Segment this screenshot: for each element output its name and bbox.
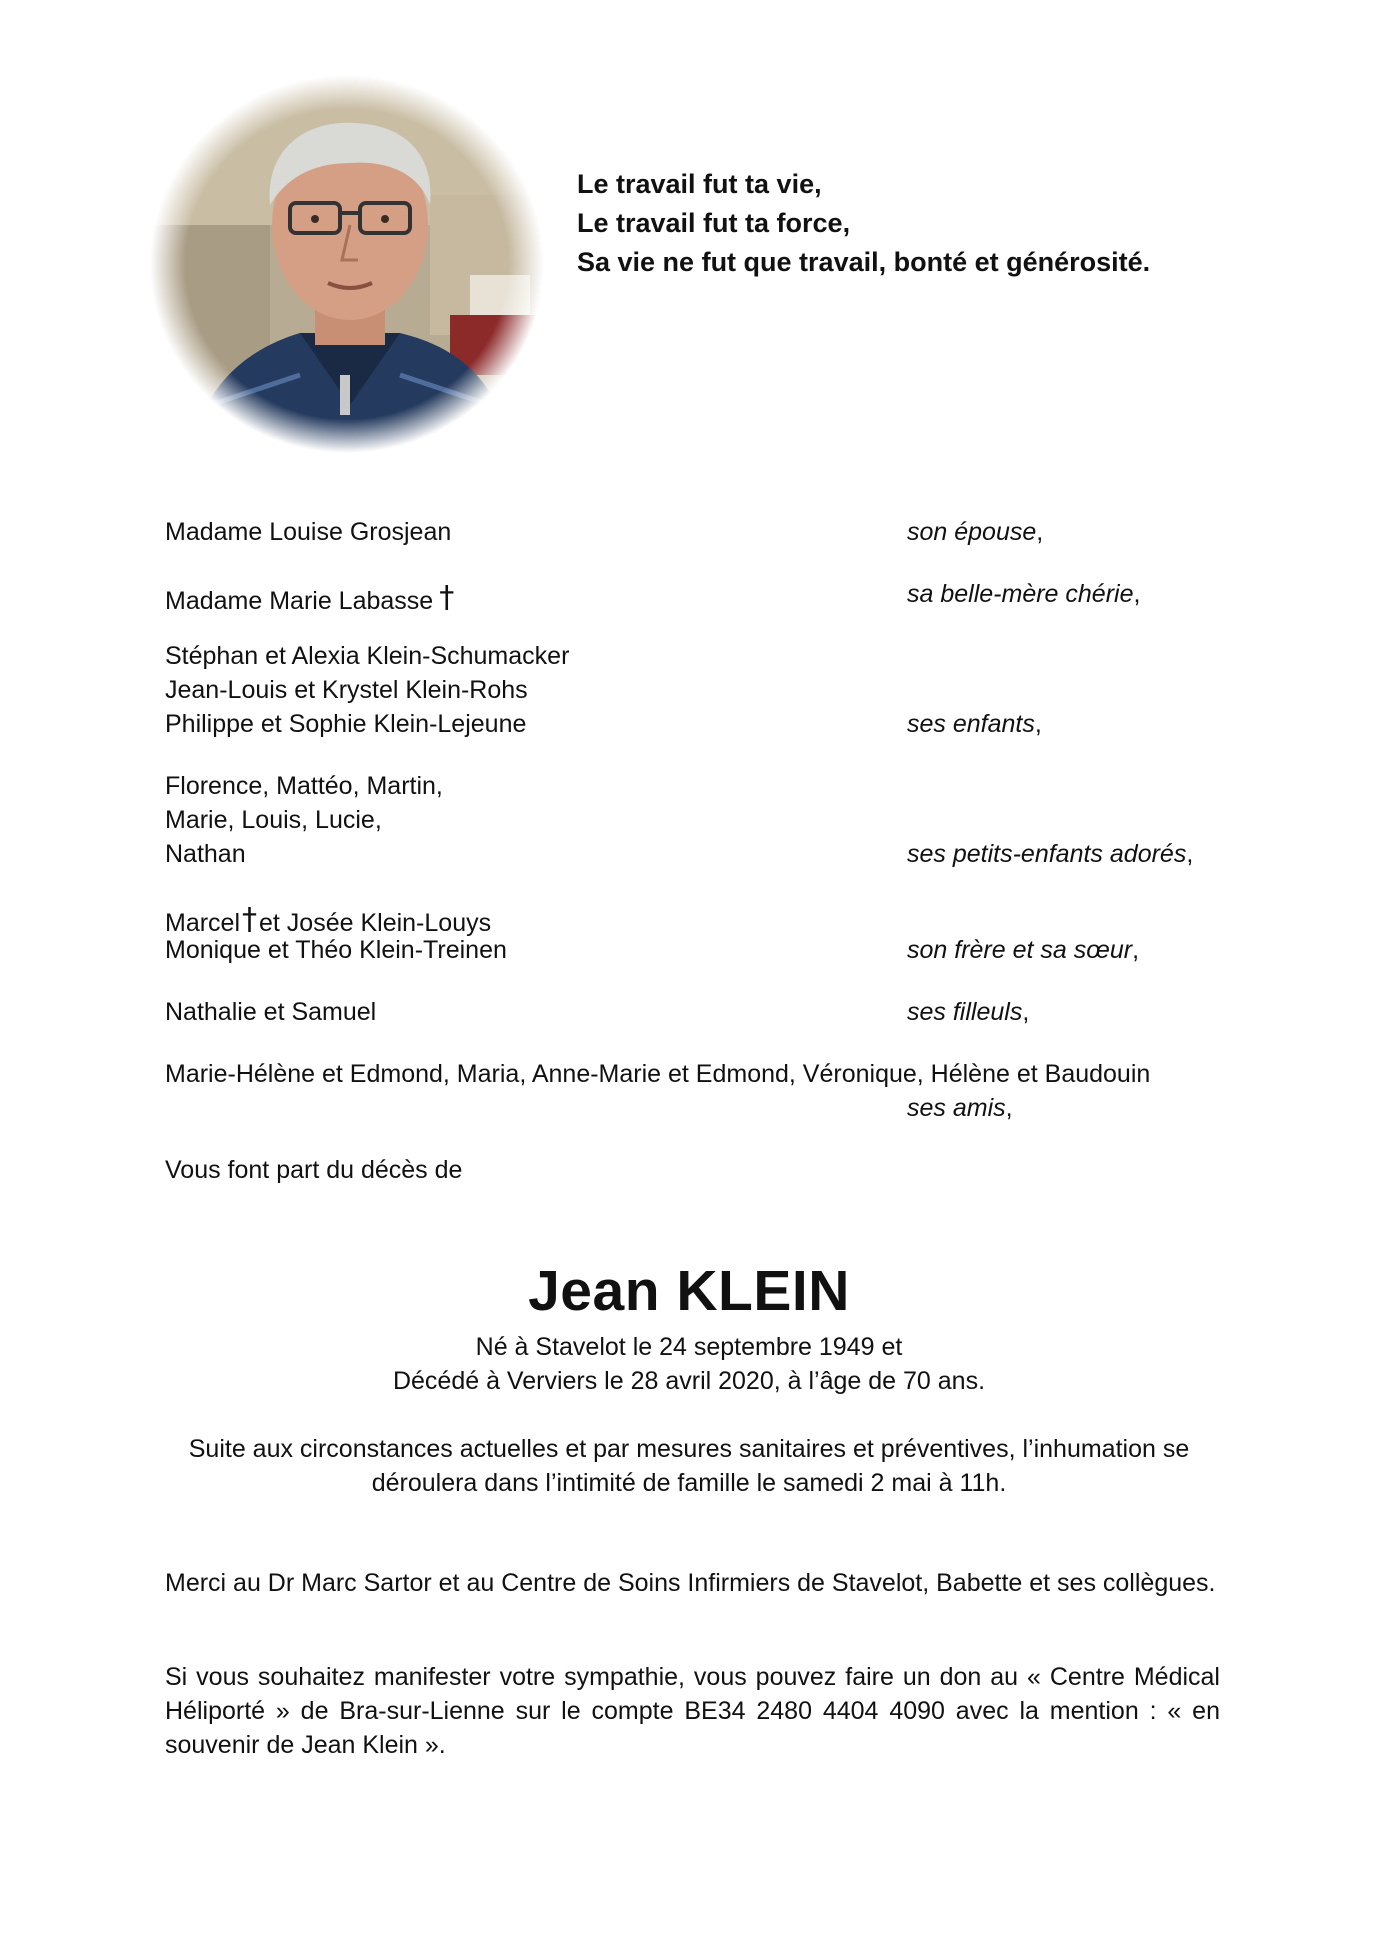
- godchildren-name: Nathalie et Samuel: [165, 998, 377, 1026]
- friends-relation: ses amis,: [907, 1094, 1013, 1122]
- grandchild-line: Florence, Mattéo, Martin,: [165, 772, 443, 800]
- spouse-name: Madame Louise Grosjean: [165, 518, 452, 546]
- poem-line: Le travail fut ta vie,: [577, 169, 822, 199]
- announcement: Vous font part du décès de: [165, 1156, 463, 1184]
- friends-line: Marie-Hélène et Edmond, Maria, Anne-Marie et Edmond, Véronique, Hélène et Baudouin: [165, 1060, 1151, 1088]
- portrait-photo: [150, 75, 545, 453]
- birth-line: Né à Stavelot le 24 septembre 1949 et: [475, 1333, 903, 1361]
- child-line: Philippe et Sophie Klein-Lejeune: [165, 710, 527, 738]
- poem-line: Le travail fut ta force,: [577, 208, 851, 238]
- grandchild-line: Marie, Louis, Lucie,: [165, 806, 382, 834]
- grandchild-line: Nathan: [165, 840, 246, 868]
- ceremony-info: [0, 1432, 1378, 1500]
- grandchildren-relation: ses petits-enfants adorés,: [907, 840, 1194, 868]
- sibling-line: Monique et Théo Klein-Treinen: [165, 936, 507, 964]
- godchildren-relation: ses filleuls,: [907, 998, 1030, 1026]
- cross-icon: †: [439, 580, 455, 615]
- cross-icon: †: [242, 902, 258, 937]
- ceremony-line: déroulera dans l’intimité de famille le samedi 2 mai à 11h.: [371, 1469, 1007, 1497]
- spouse-relation: son épouse,: [907, 518, 1044, 546]
- mother-in-law-relation: sa belle-mère chérie,: [907, 580, 1141, 608]
- donation-paragraph: Si vous souhaitez manifester votre sympathie, vous pouvez faire un don au « Centre Médical Héliporté » de Bra-sur-Lienne sur le compte BE34 2480 4404 4090 avec la mention : « en souvenir de Jean Klein ».: [165, 1663, 1220, 1759]
- child-line: Stéphan et Alexia Klein-Schumacker: [165, 642, 570, 670]
- thanks-paragraph: Merci au Dr Marc Sartor et au Centre de Soins Infirmiers de Stavelot, Babette et ses collègues.: [165, 1569, 1216, 1597]
- deceased-name: Jean KLEIN: [528, 1259, 850, 1323]
- poem: [577, 165, 1150, 282]
- death-line: Décédé à Verviers le 28 avril 2020, à l’âge de 70 ans.: [392, 1367, 986, 1395]
- life-dates: [0, 1330, 1378, 1398]
- siblings-relation: son frère et sa sœur,: [907, 936, 1140, 964]
- children-relation: ses enfants,: [907, 710, 1042, 738]
- sibling-line: Marcel†et Josée Klein-Louys: [165, 902, 492, 937]
- poem-line: Sa vie ne fut que travail, bonté et générosité.: [577, 247, 1151, 277]
- mother-in-law-name: Madame Marie Labasse †: [165, 580, 455, 615]
- ceremony-line: Suite aux circonstances actuelles et par mesures sanitaires et préventives, l’inhumation se: [188, 1435, 1190, 1463]
- child-line: Jean-Louis et Krystel Klein-Rohs: [165, 676, 528, 704]
